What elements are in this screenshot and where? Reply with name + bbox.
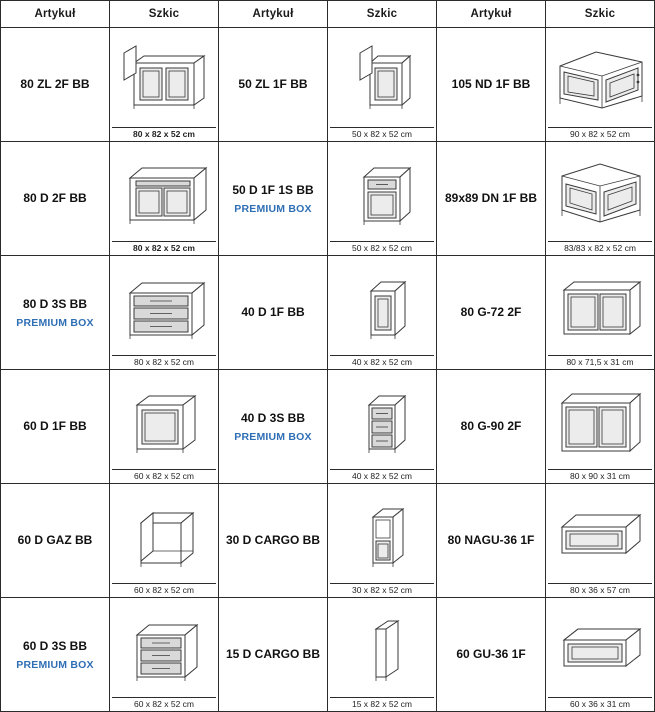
product-name: 30 D CARGO BB bbox=[225, 533, 320, 547]
product-name: 80 ZL 2F BB bbox=[20, 77, 90, 91]
table-row bbox=[1, 28, 655, 142]
product-sketch-cell bbox=[546, 484, 655, 598]
cabinet-corner-door-icon bbox=[548, 146, 652, 241]
product-name-cell bbox=[437, 142, 546, 256]
product-name-cell bbox=[437, 370, 546, 484]
product-name-cell bbox=[1, 598, 110, 712]
product-dimensions: 50 x 82 x 52 cm bbox=[330, 241, 434, 255]
table-row bbox=[1, 370, 655, 484]
product-name-cell bbox=[1, 28, 110, 142]
product-dimensions: 30 x 82 x 52 cm bbox=[330, 583, 434, 597]
product-name: 80 G-90 2F bbox=[460, 419, 522, 433]
product-name-cell bbox=[437, 484, 546, 598]
column-header-article-3: Artykuł bbox=[437, 1, 546, 28]
product-name: 89x89 DN 1F BB bbox=[444, 191, 538, 205]
wall-cabinet-hood-box-icon bbox=[548, 488, 652, 583]
product-name: 60 D GAZ BB bbox=[17, 533, 93, 547]
product-dimensions: 40 x 82 x 52 cm bbox=[330, 469, 434, 483]
product-sketch-cell bbox=[110, 598, 219, 712]
cabinet-corner-sink-icon bbox=[548, 32, 652, 127]
product-name: 40 D 3S BB bbox=[240, 410, 306, 425]
product-name-cell bbox=[1, 256, 110, 370]
product-sketch-cell bbox=[110, 28, 219, 142]
product-dimensions: 60 x 82 x 52 cm bbox=[112, 583, 216, 597]
cabinet-three-drawer-narrow-icon bbox=[330, 374, 434, 469]
wall-cabinet-two-door-xtall-icon bbox=[548, 374, 652, 469]
product-sketch-cell bbox=[546, 256, 655, 370]
product-dimensions: 83/83 x 82 x 52 cm bbox=[548, 241, 652, 255]
column-header-sketch-1: Szkic bbox=[110, 1, 219, 28]
table-header bbox=[1, 1, 655, 28]
product-name: 80 NAGU-36 1F bbox=[447, 533, 535, 547]
product-sketch-cell bbox=[110, 142, 219, 256]
product-sketch-cell bbox=[546, 370, 655, 484]
cabinet-open-two-door-icon bbox=[112, 32, 216, 127]
cabinet-one-door-wide-icon bbox=[112, 374, 216, 469]
product-sketch-cell bbox=[328, 370, 437, 484]
product-name: 80 G-72 2F bbox=[460, 305, 522, 319]
product-dimensions: 60 x 82 x 52 cm bbox=[112, 469, 216, 483]
product-sketch-cell bbox=[328, 142, 437, 256]
product-sketch-cell bbox=[546, 598, 655, 712]
cabinet-two-door-frame-icon bbox=[112, 146, 216, 241]
product-name-cell bbox=[219, 484, 328, 598]
cabinet-cargo-slim-icon bbox=[330, 602, 434, 697]
product-sketch-cell bbox=[328, 484, 437, 598]
product-dimensions: 80 x 82 x 52 cm bbox=[112, 241, 216, 255]
product-name-cell bbox=[1, 142, 110, 256]
column-header-article-2: Artykuł bbox=[219, 1, 328, 28]
product-name-cell bbox=[219, 142, 328, 256]
product-name: 50 ZL 1F BB bbox=[238, 77, 308, 91]
product-name-cell bbox=[1, 370, 110, 484]
column-header-sketch-3: Szkic bbox=[546, 1, 655, 28]
product-dimensions: 60 x 82 x 52 cm bbox=[112, 697, 216, 711]
product-sketch-cell bbox=[328, 256, 437, 370]
cabinet-cargo-narrow-icon bbox=[330, 488, 434, 583]
table-row bbox=[1, 484, 655, 598]
table-row bbox=[1, 142, 655, 256]
product-name: 105 ND 1F BB bbox=[451, 77, 531, 91]
product-dimensions: 40 x 82 x 52 cm bbox=[330, 355, 434, 369]
cabinet-one-door-one-drawer-icon bbox=[330, 146, 434, 241]
table-row bbox=[1, 598, 655, 712]
cabinet-one-door-narrow-icon bbox=[330, 260, 434, 355]
product-name-cell bbox=[219, 370, 328, 484]
product-name-cell bbox=[219, 598, 328, 712]
product-dimensions: 80 x 82 x 52 cm bbox=[112, 127, 216, 141]
cabinet-three-drawer-wide-icon bbox=[112, 260, 216, 355]
product-name: 50 D 1F 1S BB bbox=[232, 182, 314, 197]
product-name-cell bbox=[437, 28, 546, 142]
product-sketch-cell bbox=[110, 256, 219, 370]
header-row bbox=[1, 1, 655, 28]
product-badge-premium: PREMIUM BOX bbox=[234, 202, 312, 215]
product-name: 80 D 3S BB bbox=[22, 296, 88, 311]
product-dimensions: 60 x 36 x 31 cm bbox=[548, 697, 652, 711]
product-name: 40 D 1F BB bbox=[241, 305, 305, 319]
product-name: 60 D 3S BB bbox=[22, 638, 88, 653]
column-header-article-1: Artykuł bbox=[1, 1, 110, 28]
product-name: 15 D CARGO BB bbox=[225, 647, 320, 661]
product-sketch-cell bbox=[328, 28, 437, 142]
product-name-cell bbox=[437, 598, 546, 712]
cabinet-gas-open-icon bbox=[112, 488, 216, 583]
wall-cabinet-two-door-tall-icon bbox=[548, 260, 652, 355]
product-badge-premium: PREMIUM BOX bbox=[16, 316, 94, 329]
product-name-cell bbox=[219, 256, 328, 370]
product-name: 80 D 2F BB bbox=[23, 191, 87, 205]
product-name-cell bbox=[219, 28, 328, 142]
product-sketch-cell bbox=[546, 142, 655, 256]
product-sketch-cell bbox=[110, 370, 219, 484]
product-dimensions: 80 x 82 x 52 cm bbox=[112, 355, 216, 369]
cabinet-three-drawer-mid-icon bbox=[112, 602, 216, 697]
table-body bbox=[1, 28, 655, 712]
product-dimensions: 90 x 82 x 52 cm bbox=[548, 127, 652, 141]
product-dimensions: 80 x 90 x 31 cm bbox=[548, 469, 652, 483]
product-name: 60 D 1F BB bbox=[23, 419, 87, 433]
product-name-cell bbox=[1, 484, 110, 598]
product-sketch-cell bbox=[328, 598, 437, 712]
product-name-cell bbox=[437, 256, 546, 370]
column-header-sketch-2: Szkic bbox=[328, 1, 437, 28]
product-sketch-cell bbox=[110, 484, 219, 598]
cabinet-open-one-door-icon bbox=[330, 32, 434, 127]
product-badge-premium: PREMIUM BOX bbox=[16, 658, 94, 671]
product-dimensions: 50 x 82 x 52 cm bbox=[330, 127, 434, 141]
product-dimensions: 80 x 71,5 x 31 cm bbox=[548, 355, 652, 369]
product-badge-premium: PREMIUM BOX bbox=[234, 430, 312, 443]
table-row bbox=[1, 256, 655, 370]
wall-cabinet-lift-door-icon bbox=[548, 602, 652, 697]
product-sketch-cell bbox=[546, 28, 655, 142]
product-name: 60 GU-36 1F bbox=[456, 647, 526, 661]
product-dimensions: 15 x 82 x 52 cm bbox=[330, 697, 434, 711]
product-dimensions: 80 x 36 x 57 cm bbox=[548, 583, 652, 597]
